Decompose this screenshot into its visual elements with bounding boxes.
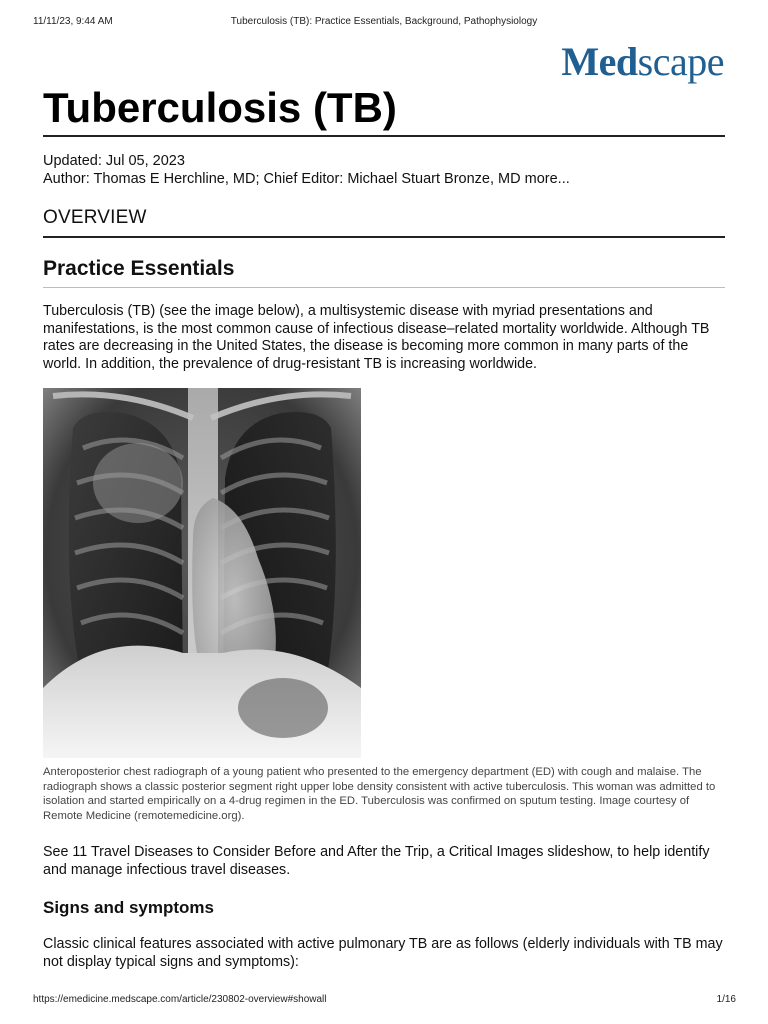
chest-radiograph-image[interactable] xyxy=(43,388,361,758)
section-divider xyxy=(43,287,725,288)
title-divider xyxy=(43,135,725,137)
intro-paragraph: Tuberculosis (TB) (see the image below), a multisystemic disease with myriad presentations and manifestations, is the most common cause of infectious disease–related mortality worldwide. Although TB rates are decreasing in the United States, the disease is becoming more common in many parts of the world. In addition, the prevalence of drug-resistant TB is increasing worldwide. xyxy=(43,303,710,372)
subheading-signs-and-symptoms: Signs and symptoms xyxy=(43,898,214,917)
logo-scape-text: scape xyxy=(637,39,724,84)
print-header xyxy=(0,16,768,30)
figure-caption: Anteroposterior chest radiograph of a young patient who presented to the emergency department (ED) with cough and malaise. The radiograph shows a classic posterior segment right upper lobe density consistent with active tuberculosis. This woman was admitted to isolation and started empirically on a 4-drug regimen in the ED. Tuberculosis was confirmed on sputum testing. Image courtesy of Remote Medicine (remotemedicine.org). xyxy=(43,766,716,822)
section-heading-practice-essentials: Practice Essentials xyxy=(43,257,235,280)
travel-diseases-paragraph: See 11 Travel Diseases to Consider Before and After the Trip, a Critical Images slideshow, to help identify and manage infectious travel diseases. xyxy=(43,844,710,878)
section-label-overview: OVERVIEW xyxy=(43,207,147,228)
medscape-logo[interactable] xyxy=(561,38,724,86)
print-timestamp: 11/11/23, 9:44 AM xyxy=(33,16,113,27)
logo-med-text: Med xyxy=(561,39,638,84)
author-line xyxy=(43,170,570,188)
print-document-title: Tuberculosis (TB): Practice Essentials, Background, Pathophysiology xyxy=(230,16,538,27)
page-title: Tuberculosis (TB) xyxy=(43,84,397,131)
updated-date: Updated: Jul 05, 2023 xyxy=(43,153,185,169)
more-authors-link[interactable]: more... xyxy=(524,171,570,187)
print-footer xyxy=(0,994,768,1008)
signs-paragraph: Classic clinical features associated with active pulmonary TB are as follows (elderly individuals with TB may not display typical signs and symptoms): xyxy=(43,936,723,970)
page-number: 1/16 xyxy=(716,994,736,1005)
chest-radiograph-graphic xyxy=(43,388,361,758)
article-meta xyxy=(43,152,570,188)
author-text: Author: Thomas E Herchline, MD; Chief Editor: Michael Stuart Bronze, MD xyxy=(43,171,525,187)
print-footer-url: https://emedicine.medscape.com/article/230802-overview#showall xyxy=(33,994,327,1005)
overview-divider xyxy=(43,236,725,238)
